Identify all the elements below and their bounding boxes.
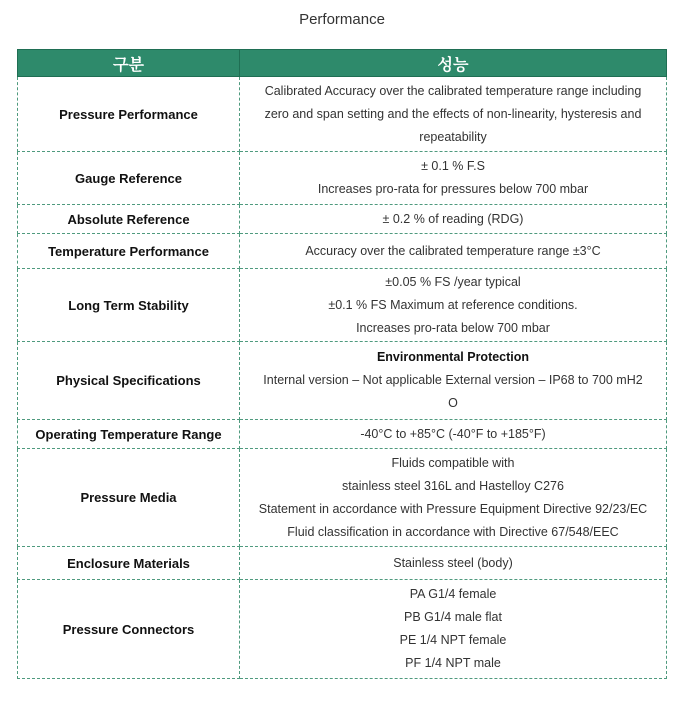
perf-line: Accuracy over the calibrated temperature range ±3°C [305,243,601,258]
perf-line: -40°C to +85°C (-40°F to +185°F) [360,426,546,441]
table-row [18,77,667,152]
header-performance: 성능 [240,50,667,77]
perf-line: PE 1/4 NPT female [399,633,507,647]
row-performance [240,152,667,205]
perf-line: zero and span setting and the effects of non-linearity, hysteresis and [264,106,642,121]
row-performance [240,547,667,580]
perf-line: Stainless steel (body) [393,555,513,570]
table-row [18,449,667,547]
perf-line: Statement in accordance with Pressure Equipment Directive 92/23/EC [258,501,648,516]
perf-line: PF 1/4 NPT male [405,656,501,670]
spec-table [17,49,667,679]
perf-line: Calibrated Accuracy over the calibrated temperature range including [264,83,642,98]
perf-line: Increases pro-rata for pressures below 700 mbar [317,182,589,196]
row-performance [240,77,667,152]
table-row [18,269,667,342]
table-row [18,205,667,234]
row-category: Gauge Reference [18,152,240,205]
row-performance [240,269,667,342]
perf-line: Fluid classification in accordance with Directive 67/548/EEC [287,524,619,539]
perf-line: PA G1/4 female [409,587,497,601]
perf-line: Internal version – Not applicable External version – IP68 to 700 mH2 [263,373,643,387]
row-category: Physical Specifications [18,342,240,420]
row-category: Temperature Performance [18,234,240,269]
row-category: Enclosure Materials [18,547,240,580]
perf-line: ±0.1 % FS Maximum at reference conditions. [328,297,578,312]
perf-line: repeatability [419,129,487,144]
row-category: Pressure Performance [18,77,240,152]
header-category: 구분 [18,50,240,77]
row-performance [240,449,667,547]
row-category: Pressure Media [18,449,240,547]
perf-line: Fluids compatible with [391,455,515,470]
perf-line: Increases pro-rata below 700 mbar [356,320,550,335]
row-performance [240,342,667,420]
perf-line: ±0.05 % FS /year typical [385,274,521,289]
perf-line: stainless steel 316L and Hastelloy C276 [342,478,564,493]
row-performance [240,205,667,234]
perf-line: ± 0.2 % of reading (RDG) [382,211,524,226]
table-row [18,234,667,269]
row-category: Long Term Stability [18,269,240,342]
perf-line: PB G1/4 male flat [404,610,502,624]
row-category: Pressure Connectors [18,580,240,679]
row-performance [240,580,667,679]
row-performance [240,234,667,269]
table-header-row [18,50,667,77]
table-row [18,342,667,420]
table-row [18,547,667,580]
perf-line: O [448,396,458,410]
row-performance [240,420,667,449]
perf-line: ± 0.1 % F.S [421,159,485,173]
row-category: Operating Temperature Range [18,420,240,449]
page-title: Performance [299,11,385,28]
table-row [18,420,667,449]
row-category: Absolute Reference [18,205,240,234]
table-row [18,152,667,205]
perf-line: Environmental Protection [376,350,530,364]
table-row [18,580,667,679]
